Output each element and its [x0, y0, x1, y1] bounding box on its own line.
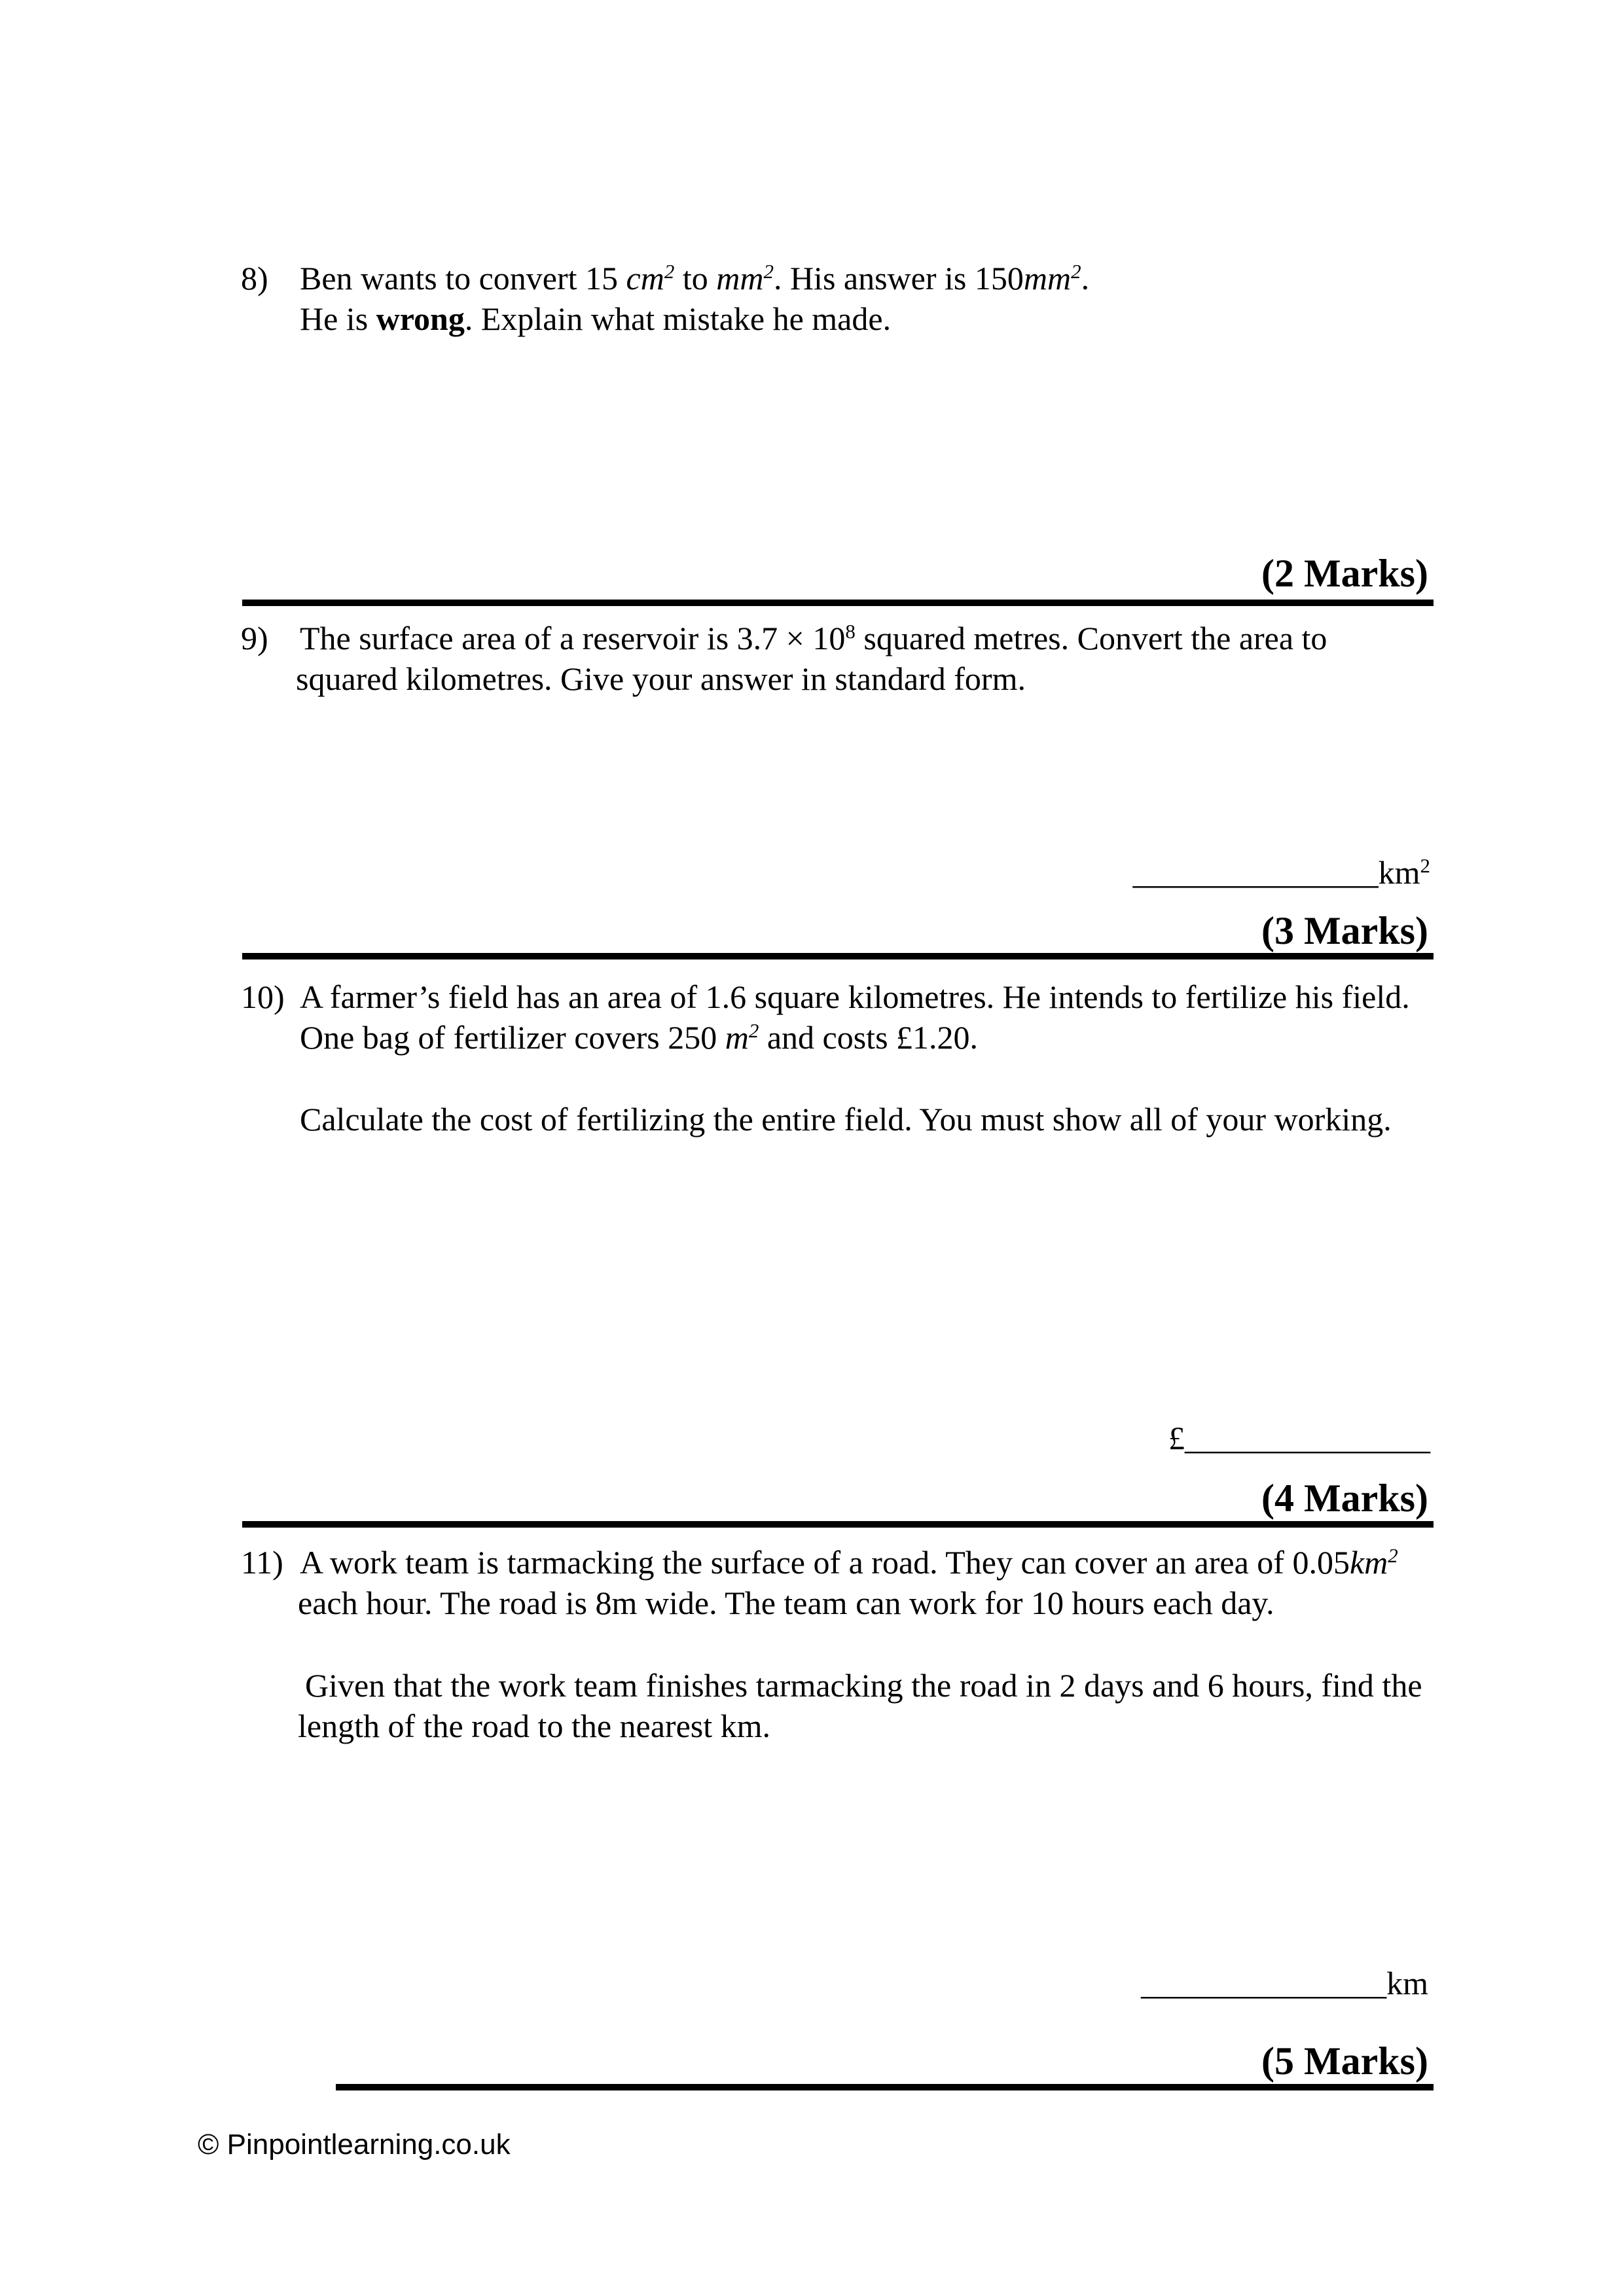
question-10-number: 10)	[241, 978, 285, 1015]
question-9-number: 9)	[241, 620, 268, 656]
question-11-text-2: each hour. The road is 8m wide. The team can work for 10 hours each day.	[298, 1585, 1274, 1621]
question-11-line-3	[305, 1665, 1422, 1706]
question-8-number: 8)	[241, 260, 268, 296]
question-9-line-1	[241, 618, 1327, 663]
footer-copyright: © Pinpointlearning.co.uk	[198, 2128, 511, 2161]
question-10-line-1	[241, 977, 1410, 1017]
question-9-text-1: The surface area of a reservoir is $3.7 \times 10^8$ squared metres. Convert the area to	[300, 619, 1327, 656]
question-10-text-2: One bag of fertilizer covers 250 $m^2$ and costs £1.20.	[300, 1018, 979, 1056]
question-10-line-2	[300, 1017, 978, 1062]
section-divider-4	[336, 2084, 1434, 2090]
question-10-marks-label: (4 Marks)	[1261, 1477, 1428, 1520]
question-8-line-2	[300, 298, 891, 339]
section-divider-3	[242, 1521, 1434, 1528]
section-divider-2	[242, 953, 1434, 960]
question-11-marks-label: (5 Marks)	[1261, 2039, 1428, 2083]
question-9-answer-blank	[1133, 852, 1430, 897]
question-9-marks-label: (3 Marks)	[1261, 909, 1428, 952]
answer-blank-km: _______________km	[1141, 1965, 1428, 2001]
question-10-answer-blank	[1168, 1418, 1430, 1458]
question-11-text-4: length of the road to the nearest km.	[298, 1708, 770, 1744]
question-9-text-2: squared kilometres. Give your answer in standard form.	[296, 660, 1026, 697]
question-10-text-1: A farmer’s field has an area of 1.6 square kilometres. He intends to fertilize his field.	[300, 978, 1410, 1015]
question-11-number: 11)	[241, 1544, 283, 1581]
question-8-text-1: Ben wants to convert 15 $cm^2$ to $mm^2$. His answer is $150mm^2$.	[300, 259, 1090, 296]
question-8-line-1	[241, 258, 1089, 303]
answer-blank-km2: $\_\_\_\_\_\_\_\_\_\_\_\_\_\_\_km^2$	[1132, 853, 1430, 891]
question-9-line-2	[296, 658, 1026, 699]
section-divider-1	[242, 600, 1434, 606]
question-11-line-2	[298, 1583, 1274, 1623]
question-10-line-3	[300, 1099, 1392, 1139]
question-11-line-1	[241, 1542, 1398, 1587]
question-11-text-1: A work team is tarmacking the surface of a road. They can cover an area of $0.05km^2$	[300, 1543, 1398, 1581]
answer-blank-pounds: £_______________	[1168, 1420, 1430, 1456]
question-11-answer-blank	[1141, 1963, 1428, 2003]
question-8-marks-label: (2 Marks)	[1261, 552, 1428, 595]
question-11-line-4	[298, 1706, 770, 1746]
question-8-text-2: He is wrong. Explain what mistake he made.	[300, 300, 892, 337]
question-11-text-3: Given that the work team finishes tarmacking the road in 2 days and 6 hours, find the	[305, 1667, 1422, 1704]
question-10-text-3: Calculate the cost of fertilizing the entire field. You must show all of your working.	[300, 1101, 1392, 1138]
